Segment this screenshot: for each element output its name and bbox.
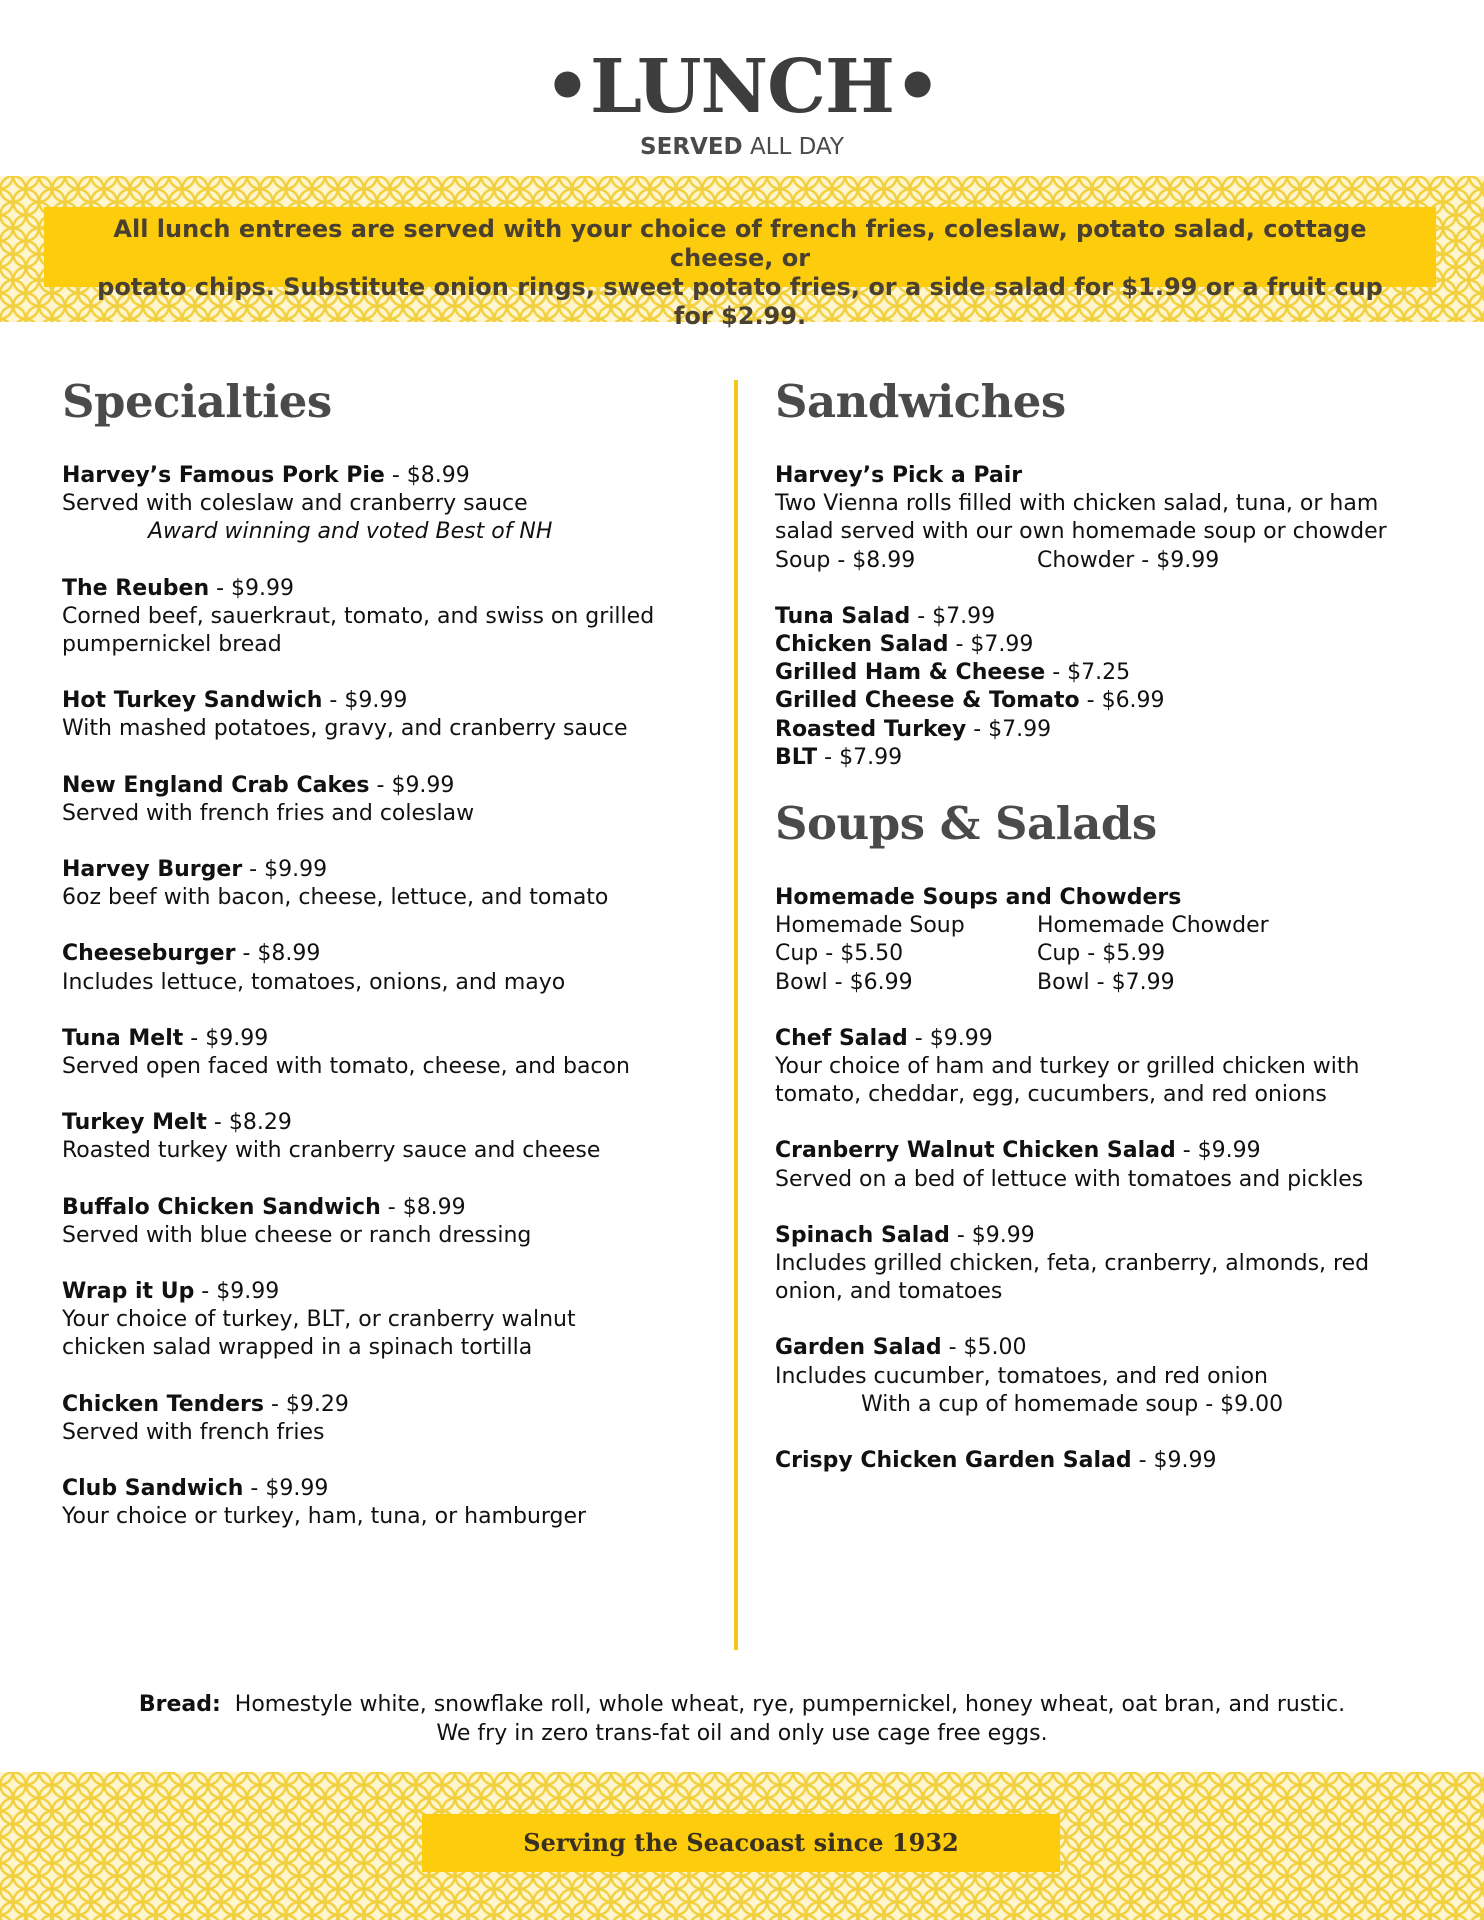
list-item (775, 716, 1435, 744)
menu-item (775, 462, 1435, 575)
item-desc: Roasted turkey with cranberry sauce and cheese (62, 1138, 601, 1164)
menu-item (775, 1334, 1435, 1419)
sandwiches-list (775, 462, 1435, 772)
item-name: Chicken Salad (775, 632, 949, 658)
soups-salads-list (775, 884, 1435, 1475)
item-name: Chef Salad (775, 1025, 908, 1051)
page-title: •LUNCH• (543, 44, 941, 130)
item-price: - $8.29 (206, 1110, 292, 1136)
item-name: Tuna Salad (775, 603, 911, 629)
list-item (775, 744, 1435, 772)
chowder-cell: Cup - $5.99 (1037, 941, 1166, 967)
chowder-price: Chowder - $9.99 (1037, 547, 1220, 573)
item-desc: Includes grilled chicken, feta, cranberry, almonds, red (775, 1251, 1370, 1277)
menu-item (775, 1222, 1435, 1307)
item-name: Crispy Chicken Garden Salad (775, 1448, 1132, 1474)
soup-row (775, 969, 1435, 997)
menu-item (775, 1137, 1435, 1193)
item-name: Harvey Burger (62, 857, 243, 883)
item-name: Cranberry Walnut Chicken Salad (775, 1138, 1176, 1164)
item-price: - $8.99 (380, 1194, 466, 1220)
item-note: Award winning and voted Best of NH (148, 519, 553, 545)
item-price: - $9.99 (1175, 1138, 1261, 1164)
item-desc: Your choice of turkey, BLT, or cranberry walnut (62, 1307, 576, 1333)
bread-label: Bread: (138, 1692, 221, 1717)
item-desc: Served with blue cheese or ranch dressing (62, 1222, 532, 1248)
specialties-heading: Specialties (62, 375, 332, 428)
item-desc: Served with french fries and coleslaw (62, 800, 475, 826)
sandwich-list (775, 603, 1435, 772)
item-price: - $7.25 (1045, 660, 1131, 686)
item-price: - $9.99 (322, 688, 408, 714)
item-price: - $9.99 (1131, 1448, 1217, 1474)
item-price: - $7.99 (817, 744, 903, 770)
item-name: Wrap it Up (62, 1279, 195, 1305)
menu-item (62, 1278, 702, 1363)
item-name: Garden Salad (775, 1335, 942, 1361)
item-extra: With a cup of homemade soup - $9.00 (861, 1391, 1284, 1417)
sides-notice (44, 207, 1436, 330)
bread-note (0, 1690, 1484, 1748)
item-name: BLT (775, 744, 818, 770)
menu-item (62, 1025, 702, 1081)
item-price: - $9.99 (949, 1222, 1035, 1248)
item-price: - $9.99 (369, 772, 455, 798)
item-price: - $9.99 (243, 1476, 329, 1502)
item-desc: With mashed potatoes, gravy, and cranberry sauce (62, 716, 628, 742)
item-desc: Served open faced with tomato, cheese, and bacon (62, 1054, 630, 1080)
item-name: Turkey Melt (62, 1110, 207, 1136)
item-desc: Served with french fries (62, 1419, 325, 1445)
item-desc: Served on a bed of lettuce with tomatoes and pickles (775, 1166, 1364, 1192)
specialties-column (62, 372, 702, 1531)
item-desc: tomato, cheddar, egg, cucumbers, and red onions (775, 1082, 1327, 1108)
list-item (775, 631, 1435, 659)
item-name: Hot Turkey Sandwich (62, 688, 323, 714)
soup-cell: Cup - $5.50 (775, 941, 904, 967)
item-name: Harvey’s Pick a Pair (775, 463, 1023, 488)
item-name: Spinach Salad (775, 1222, 950, 1248)
soup-price: Soup - $8.99 (775, 547, 916, 573)
item-desc: salad served with our own homemade soup or chowder (775, 519, 1387, 545)
item-name: Chicken Tenders (62, 1391, 264, 1417)
menu-item (62, 856, 702, 912)
menu-item (62, 1194, 702, 1250)
item-price: - $8.99 (384, 463, 470, 488)
list-item (775, 687, 1435, 715)
soup-cell: Homemade Soup (775, 913, 965, 939)
subtitle-bold: SERVED (640, 134, 743, 160)
specialties-list (62, 462, 702, 1531)
item-price: - $7.99 (910, 603, 996, 629)
slogan-banner: Serving the Seacoast since 1932 (422, 1814, 1060, 1872)
soup-row (775, 940, 1435, 968)
item-price: - $5.00 (941, 1335, 1027, 1361)
item-desc: Includes lettuce, tomatoes, onions, and mayo (62, 969, 566, 995)
item-price: - $9.99 (907, 1025, 993, 1051)
menu-item (62, 687, 702, 743)
item-name: Grilled Cheese & Tomato (775, 688, 1080, 714)
notice-line-2: potato chips. Substitute onion rings, sweet potato fries, or a side salad for $1.99 or a fruit cup for $2.99. (97, 273, 1383, 330)
item-name: Harvey’s Famous Pork Pie (62, 463, 385, 488)
item-desc: Your choice or turkey, ham, tuna, or hamburger (62, 1504, 587, 1530)
bread-text: Homestyle white, snowflake roll, whole wheat, rye, pumpernickel, honey wheat, oat bran, and rustic. (220, 1692, 1346, 1717)
item-price: - $7.99 (966, 716, 1052, 742)
pick-pair-prices (775, 547, 1435, 575)
list-item (775, 603, 1435, 631)
item-name: Tuna Melt (62, 1025, 184, 1051)
item-name: Homemade Soups and Chowders (775, 885, 1182, 911)
menu-item (62, 1475, 702, 1531)
menu-item (775, 1025, 1435, 1110)
item-desc: Served with coleslaw and cranberry sauce (62, 491, 528, 517)
menu-item (775, 884, 1435, 997)
item-price: - $9.99 (183, 1025, 269, 1051)
sandwiches-soups-column (775, 372, 1435, 1475)
soup-row (775, 912, 1435, 940)
menu-item (62, 462, 702, 547)
menu-item (62, 1109, 702, 1165)
item-desc: Two Vienna rolls filled with chicken salad, tuna, or ham (775, 491, 1379, 517)
item-price: - $9.29 (263, 1391, 349, 1417)
item-desc: chicken salad wrapped in a spinach tortilla (62, 1335, 533, 1361)
menu-item (62, 772, 702, 828)
item-desc: Corned beef, sauerkraut, tomato, and swiss on grilled (62, 603, 655, 629)
list-item (775, 659, 1435, 687)
item-name: Club Sandwich (62, 1476, 244, 1502)
menu-item (62, 575, 702, 660)
menu-item (62, 940, 702, 996)
menu-item (62, 1391, 702, 1447)
column-divider (734, 380, 738, 1650)
notice-line-1: All lunch entrees are served with your choice of french fries, coleslaw, potato salad, cottage cheese, or (113, 215, 1367, 272)
item-price: - $9.99 (209, 575, 295, 601)
item-name: New England Crab Cakes (62, 772, 370, 798)
item-name: Grilled Ham & Cheese (775, 660, 1046, 686)
item-desc: Your choice of ham and turkey or grilled chicken with (775, 1054, 1360, 1080)
chowder-cell: Homemade Chowder (1037, 913, 1269, 939)
chowder-cell: Bowl - $7.99 (1037, 969, 1175, 995)
menu-item (775, 1447, 1435, 1475)
item-name: Roasted Turkey (775, 716, 967, 742)
page-subtitle (0, 132, 1484, 162)
item-price: - $9.99 (194, 1279, 280, 1305)
item-price: - $9.99 (242, 857, 328, 883)
item-desc: onion, and tomatoes (775, 1279, 1003, 1305)
item-desc: pumpernickel bread (62, 632, 282, 658)
item-name: Buffalo Chicken Sandwich (62, 1194, 381, 1220)
oil-eggs-note: We fry in zero trans-fat oil and only use cage free eggs. (436, 1721, 1048, 1746)
sandwiches-heading: Sandwiches (775, 375, 1066, 428)
subtitle-rest: ALL DAY (742, 134, 844, 160)
item-name: The Reuben (62, 575, 210, 601)
item-price: - $7.99 (948, 632, 1034, 658)
item-price: - $8.99 (235, 941, 321, 967)
item-desc: Includes cucumber, tomatoes, and red onion (775, 1363, 1269, 1389)
soup-cell: Bowl - $6.99 (775, 969, 913, 995)
item-desc: 6oz beef with bacon, cheese, lettuce, and tomato (62, 885, 609, 911)
soups-salads-heading: Soups & Salads (775, 797, 1157, 851)
item-name: Cheeseburger (62, 941, 236, 967)
item-price: - $6.99 (1079, 688, 1165, 714)
